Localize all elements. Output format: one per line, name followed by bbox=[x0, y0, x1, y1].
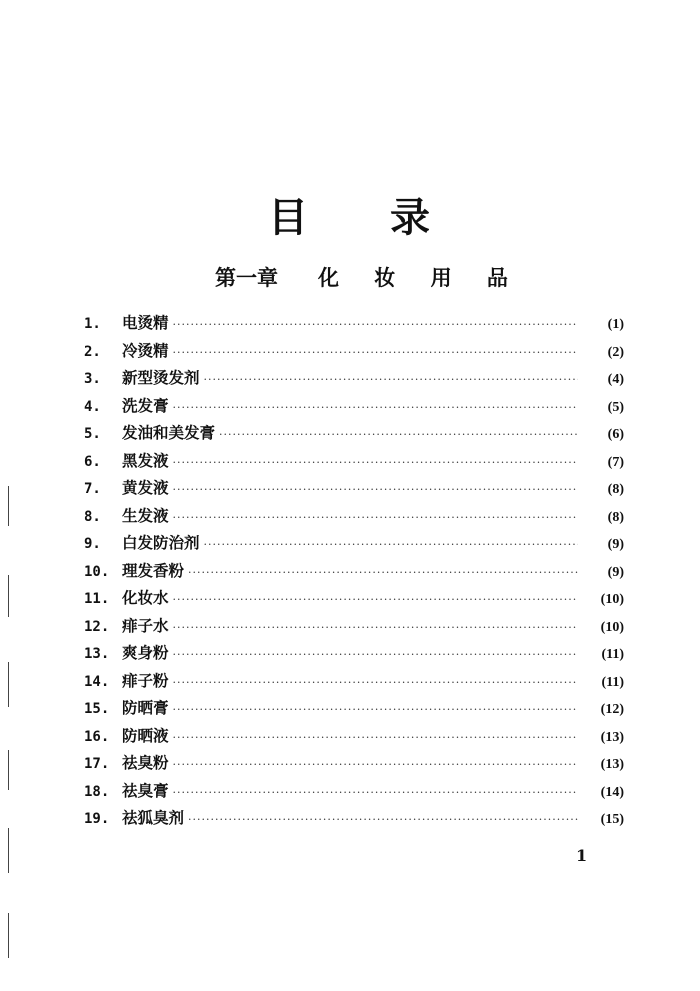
dot-leader bbox=[204, 538, 578, 551]
entry-page: (9) bbox=[607, 564, 624, 580]
chapter-label: 第一章 bbox=[215, 265, 278, 290]
entry-title: 理发香粉 bbox=[122, 560, 185, 580]
scan-margin-mark bbox=[8, 662, 9, 707]
toc-entry[interactable] bbox=[84, 449, 624, 477]
toc-entry[interactable] bbox=[84, 779, 624, 807]
entry-number: 16. bbox=[84, 728, 110, 745]
toc-entry[interactable] bbox=[84, 806, 624, 834]
entry-page: (10) bbox=[600, 619, 624, 635]
entry-page: (4) bbox=[607, 372, 624, 387]
dot-leader bbox=[173, 731, 578, 744]
toc-entry[interactable] bbox=[84, 504, 624, 532]
title-char-1: 目 bbox=[268, 194, 310, 241]
entry-page: (11) bbox=[601, 647, 624, 662]
entry-title: 防晒膏 bbox=[122, 698, 169, 717]
toc-entry[interactable] bbox=[84, 751, 624, 779]
entry-title: 痱子粉 bbox=[122, 670, 169, 690]
dot-leader bbox=[173, 593, 578, 606]
dot-leader bbox=[188, 813, 578, 826]
entry-number: 18. bbox=[84, 783, 110, 800]
entry-title: 生发液 bbox=[122, 505, 169, 525]
entry-page: (5) bbox=[607, 399, 624, 415]
toc-entry[interactable] bbox=[84, 339, 624, 367]
dot-leader bbox=[173, 401, 578, 414]
toc-entry[interactable] bbox=[84, 641, 624, 669]
entry-page: (13) bbox=[600, 757, 624, 772]
entry-number: 4. bbox=[84, 398, 101, 415]
entry-number: 6. bbox=[84, 453, 101, 470]
entry-page: (6) bbox=[607, 427, 624, 442]
toc-entry[interactable] bbox=[84, 476, 624, 504]
page-number: 1 bbox=[576, 846, 588, 865]
entry-page: (14) bbox=[600, 784, 624, 800]
title-char-2: 录 bbox=[390, 194, 432, 241]
scan-margin-mark bbox=[8, 913, 9, 958]
entry-number: 15. bbox=[84, 701, 110, 717]
entry-title: 化妆水 bbox=[122, 588, 169, 607]
dot-leader bbox=[173, 621, 578, 634]
entry-title: 冷烫精 bbox=[122, 340, 169, 360]
entry-page: (9) bbox=[607, 537, 624, 552]
dot-leader bbox=[188, 566, 578, 579]
page-title bbox=[0, 186, 700, 243]
dot-leader bbox=[173, 676, 578, 689]
entry-number: 9. bbox=[84, 536, 101, 552]
entry-page: (2) bbox=[607, 344, 624, 360]
entry-number: 13. bbox=[84, 646, 110, 662]
toc-entry[interactable] bbox=[84, 586, 624, 614]
entry-page: (7) bbox=[607, 454, 624, 470]
dot-leader bbox=[173, 786, 578, 799]
entry-number: 19. bbox=[84, 811, 110, 827]
dot-leader bbox=[173, 346, 578, 359]
dot-leader bbox=[173, 483, 578, 496]
entry-page: (11) bbox=[601, 674, 624, 690]
entry-number: 7. bbox=[84, 481, 101, 497]
entry-number: 14. bbox=[84, 673, 110, 690]
scan-margin-mark bbox=[8, 486, 9, 526]
entry-number: 5. bbox=[84, 426, 101, 442]
toc-entry[interactable] bbox=[84, 311, 624, 339]
entry-number: 10. bbox=[84, 563, 110, 580]
toc-entry[interactable] bbox=[84, 531, 624, 559]
chapter-name: 化 妆 用 品 bbox=[318, 265, 522, 290]
toc-entry[interactable] bbox=[84, 614, 624, 642]
entry-title: 发油和美发膏 bbox=[122, 423, 216, 442]
dot-leader bbox=[219, 428, 578, 441]
dot-leader bbox=[173, 318, 578, 331]
toc-entry[interactable] bbox=[84, 394, 624, 422]
entry-title: 洗发膏 bbox=[122, 395, 169, 415]
toc-entry[interactable] bbox=[84, 366, 624, 394]
scan-margin-mark bbox=[8, 750, 9, 790]
scan-margin-mark bbox=[8, 828, 9, 873]
entry-title: 祛狐臭剂 bbox=[122, 808, 185, 827]
entry-title: 电烫精 bbox=[122, 313, 169, 332]
entry-title: 白发防治剂 bbox=[122, 533, 200, 552]
toc-entry[interactable] bbox=[84, 559, 624, 587]
entry-number: 11. bbox=[84, 591, 110, 607]
entry-page: (10) bbox=[600, 592, 624, 607]
entry-page: (1) bbox=[607, 317, 624, 332]
dot-leader bbox=[173, 648, 578, 661]
entry-title: 爽身粉 bbox=[122, 643, 169, 662]
entry-number: 3. bbox=[84, 371, 101, 387]
toc-entry[interactable] bbox=[84, 421, 624, 449]
entry-title: 防晒液 bbox=[122, 725, 169, 745]
toc-list bbox=[84, 311, 624, 834]
entry-number: 17. bbox=[84, 756, 110, 772]
dot-leader bbox=[173, 758, 578, 771]
entry-page: (8) bbox=[607, 482, 624, 497]
entry-page: (12) bbox=[600, 702, 624, 717]
dot-leader bbox=[204, 373, 578, 386]
toc-entry[interactable] bbox=[84, 669, 624, 697]
toc-entry[interactable] bbox=[84, 724, 624, 752]
entry-page: (15) bbox=[600, 812, 624, 827]
entry-title: 痱子水 bbox=[122, 615, 169, 635]
entry-number: 12. bbox=[84, 618, 110, 635]
dot-leader bbox=[173, 703, 578, 716]
scan-margin-mark bbox=[8, 575, 9, 617]
entry-number: 8. bbox=[84, 508, 101, 525]
toc-entry[interactable] bbox=[84, 696, 624, 724]
dot-leader bbox=[173, 511, 578, 524]
entry-title: 黄发液 bbox=[122, 478, 169, 497]
entry-title: 新型烫发剂 bbox=[122, 368, 200, 387]
entry-title: 黑发液 bbox=[122, 450, 169, 470]
entry-number: 1. bbox=[84, 316, 101, 332]
entry-title: 祛臭粉 bbox=[122, 753, 169, 772]
entry-title: 祛臭膏 bbox=[122, 780, 169, 800]
entry-page: (8) bbox=[607, 509, 624, 525]
chapter-heading bbox=[215, 262, 522, 292]
entry-page: (13) bbox=[600, 729, 624, 745]
dot-leader bbox=[173, 456, 578, 469]
entry-number: 2. bbox=[84, 343, 101, 360]
